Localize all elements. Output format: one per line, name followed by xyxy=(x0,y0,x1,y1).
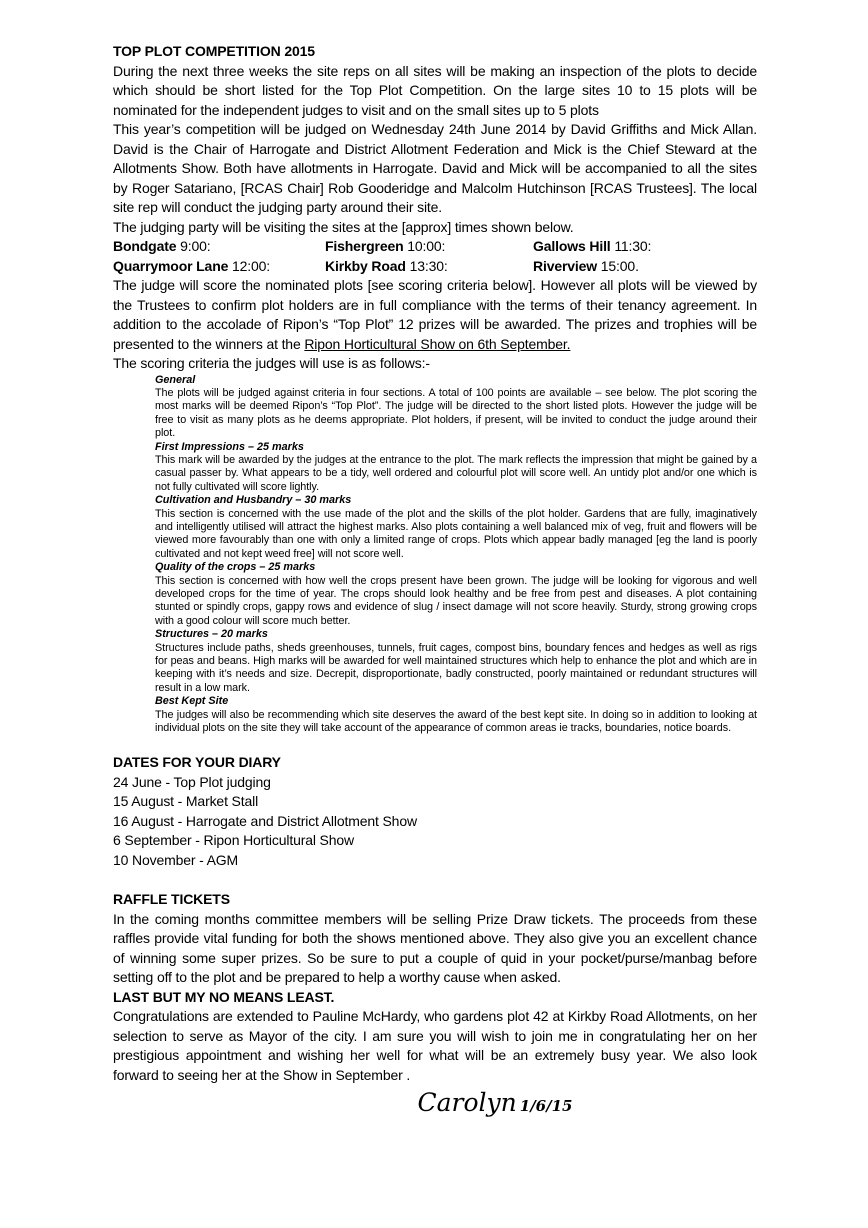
signature-date: 1/6/15 xyxy=(519,1097,573,1116)
paragraph-criteria-intro: The scoring criteria the judges will use is as follows:- xyxy=(113,355,430,371)
scoring-underlined-text: Ripon Horticultural Show on 6th September. xyxy=(304,335,571,352)
criteria-body: This mark will be awarded by the judges at the entrance to the plot. The mark reflects the impression that might be gained by a casual passer by. What appears to be a tidy, well ordered and colourful plot will score well. An untidy plot and/or one which is not fully cultivated will score lightly. xyxy=(155,453,757,493)
last-heading: LAST BUT MY NO MEANS LEAST. xyxy=(113,988,335,1005)
paragraph-judges: This year’s competition will be judged on Wednesday 24th June 2014 by David Griffiths and Mick Allan. David is the Chair of Harrogate and District Allotment Federation and Mick is the Chief Steward at the Allotments Show. Both have allotments in Harrogate. David and Mick will be accompanied to all the sites by Roger Satariano, [RCAS Chair] Rob Gooderidge and Malcolm Hutchinson [RCAS Trustees]. The local site rep will conduct the judging party around their site. xyxy=(113,121,757,215)
schedule-cell xyxy=(325,257,533,277)
schedule-site-name: Fishergreen xyxy=(325,238,404,254)
top-plot-heading: TOP PLOT COMPETITION 2015 xyxy=(113,43,315,59)
schedule-site-time: 13:30: xyxy=(409,257,448,274)
signature-name: Carolyn xyxy=(417,1088,517,1118)
signature xyxy=(173,1088,817,1117)
schedule-cell xyxy=(533,237,757,257)
schedule-site-name: Bondgate xyxy=(113,238,177,254)
criteria-heading: First Impressions – 25 marks xyxy=(155,440,304,453)
last-paragraph: Congratulations are extended to Pauline McHardy, who gardens plot 42 at Kirkby Road Allotments, on her selection to serve as Mayor of the city. I am sure you will wish to join me in congratulating her on her prestigious appointment and wishing her well for what will be an extremely busy year. We also look forward to seeing her at the Show in September . xyxy=(113,1008,757,1083)
paragraph-inspection: During the next three weeks the site reps on all sites will be making an inspection of the plots to decide which should be short listed for the Top Plot Competition. On the large sites 10 to 15 plots will be nominated for the independent judges to visit and on the small sites up to 5 plots xyxy=(113,62,757,118)
raffle-heading: RAFFLE TICKETS xyxy=(113,891,230,908)
paragraph-scoring xyxy=(113,276,757,354)
schedule-site-time: 9:00: xyxy=(180,238,211,254)
scoring-criteria-list xyxy=(155,374,757,736)
diary-heading: DATES FOR YOUR DIARY xyxy=(113,754,281,771)
schedule-site-name: Gallows Hill xyxy=(533,238,611,254)
schedule-site-time: 15:00. xyxy=(600,257,639,274)
schedule-cell xyxy=(533,257,757,277)
scoring-text: The judge will score the nominated plots [see scoring criteria below]. However all plots will be viewed by the Trustees to confirm plot holders are in full compliance with the terms of their tenancy agreement. In addition to the accolade of Ripon’s “Top Plot” 12 prizes will be awarded. The prizes and trophies will be presented to the winners at the xyxy=(113,277,757,352)
criteria-body: This section is concerned with how well the crops present have been grown. The judge will be looking for vigorous and well developed crops for the time of year. The crops should look healthy and be free from pest and diseases. A plot containing stunted or spindly crops, gappy rows and evidence of slug / insect damage will not score heavily. Sturdy, strong growing crops with a good colour will score much better. xyxy=(155,574,757,627)
criteria-heading: Cultivation and Husbandry – 30 marks xyxy=(155,494,352,507)
judging-schedule xyxy=(113,237,757,276)
raffle-paragraph: In the coming months committee members will be selling Prize Draw tickets. The proceeds from these raffles provide vital funding for both the shows mentioned above. They also give you an excellent chance of winning some super prizes. So be sure to put a couple of quid in your pocket/purse/manbag before setting off to the plot and be prepared to help a worthy cause when asked. xyxy=(113,910,757,986)
paragraph-times-intro: The judging party will be visiting the sites at the [approx] times shown below. xyxy=(113,218,574,235)
schedule-site-time: 11:30: xyxy=(614,238,652,254)
schedule-site-time: 12:00: xyxy=(231,257,271,274)
criteria-heading: Structures – 20 marks xyxy=(155,628,268,641)
diary-item: 10 November - AGM xyxy=(113,851,239,868)
criteria-heading: Best Kept Site xyxy=(155,695,229,708)
diary-item: 6 September - Ripon Horticultural Show xyxy=(113,832,354,849)
diary-item: 16 August - Harrogate and District Allotment Show xyxy=(113,812,417,829)
schedule-cell xyxy=(325,237,533,257)
schedule-cell xyxy=(113,257,325,277)
schedule-site-name: Quarrymoor Lane xyxy=(113,257,229,274)
criteria-body: The plots will be judged against criteria in four sections. A total of 100 points are available – see below. The plot scoring the most marks will be deemed Ripon’s “Top Plot”. The judge will be directed to the short listed plots. However the judge will be free to visit as many plots as he deems appropriate. Plot holders, if present, will be invited to conduct the judge around their plot. xyxy=(155,386,757,440)
criteria-body: The judges will also be recommending which site deserves the award of the best kept site. In doing so in addition to looking at individual plots on the site they will take account of the appearance of common areas ie tracks, boundaries, notice boards. xyxy=(155,708,757,735)
diary-item: 24 June - Top Plot judging xyxy=(113,773,271,790)
schedule-cell xyxy=(113,237,325,257)
schedule-site-name: Riverview xyxy=(533,257,598,274)
criteria-heading: General xyxy=(155,373,196,386)
schedule-site-time: 10:00: xyxy=(407,238,446,254)
diary-item: 15 August - Market Stall xyxy=(113,793,259,810)
criteria-body: This section is concerned with the use made of the plot and the skills of the plot holder. Gardens that are fully, imaginatively and intelligently utilised will attract the highest marks. Also plots containing a well balanced mix of veg, fruit and flowers will be viewed more favourably than one with only a limited range of crops. Plots which appear badly managed [eg the land is poorly cultivated and not kept weed free] will not score well. xyxy=(155,507,757,560)
criteria-body: Structures include paths, sheds greenhouses, tunnels, fruit cages, compost bins, boundary fences and hedges as well as rigs for peas and beans. High marks will be awarded for well maintained structures which help to enhance the plot and which are in keeping with it’s needs and size. Decrepit, disproportionate, badly constructed, poorly maintained or redundant structures will result in a low mark. xyxy=(155,641,757,694)
criteria-heading: Quality of the crops – 25 marks xyxy=(155,561,316,574)
schedule-site-name: Kirkby Road xyxy=(325,257,406,274)
